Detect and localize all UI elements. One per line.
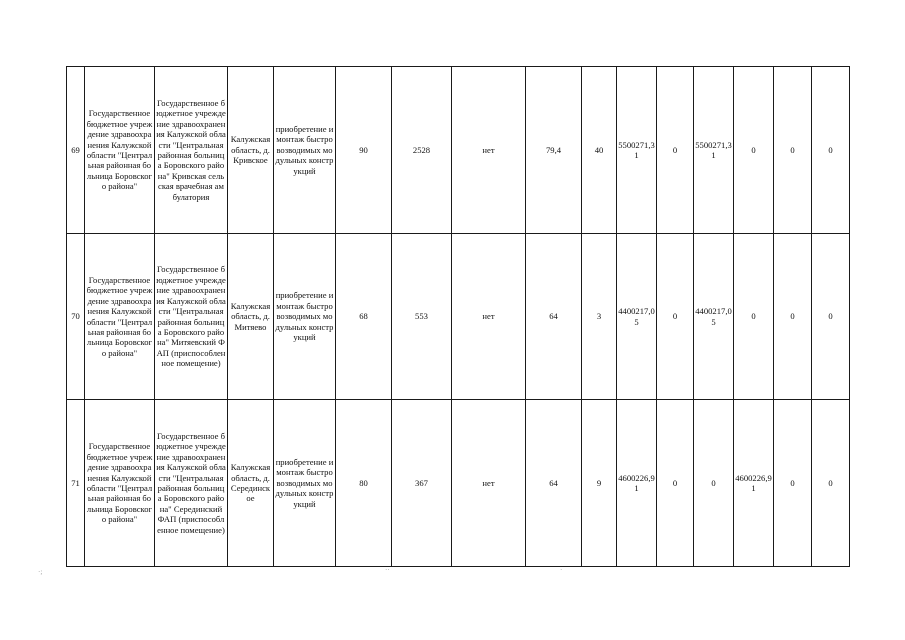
work-type-cell: приобретение и монтаж быстровозводимых модульных конструкций [274, 67, 336, 234]
value-cell: 367 [392, 400, 452, 567]
work-type-cell: приобретение и монтаж быстровозводимых модульных конструкций [274, 400, 336, 567]
amount-cell: 0 [694, 400, 734, 567]
location-cell: Калужская область, д. Митяево [228, 234, 274, 400]
table-row [67, 234, 850, 400]
value-cell: 80 [336, 400, 392, 567]
recipient-cell: Государственное бюджетное учреждение здравоохранения Калужской области "Центральная районная больница Боровского района" [85, 400, 155, 567]
table-row [67, 67, 850, 234]
location-cell: Калужская область, д. Кривское [228, 67, 274, 234]
value-cell: 553 [392, 234, 452, 400]
amount-cell: 0 [774, 67, 812, 234]
value-cell: 2528 [392, 67, 452, 234]
amount-cell: 5500271,31 [694, 67, 734, 234]
facility-cell: Государственное бюджетное учреждение здравоохранения Калужской области "Центральная районная больница Боровского района" Серединский ФАП (приспособленное помещение) [155, 400, 228, 567]
location-cell: Калужская область, д. Серединское [228, 400, 274, 567]
value-cell: 90 [336, 67, 392, 234]
value-cell: 3 [582, 234, 617, 400]
value-cell: 40 [582, 67, 617, 234]
amount-cell: 0 [657, 67, 694, 234]
amount-cell: 0 [657, 400, 694, 567]
amount-cell: 0 [812, 67, 850, 234]
row-number: 70 [67, 234, 85, 400]
value-cell: 64 [526, 234, 582, 400]
scan-speck: ·; [38, 568, 43, 576]
row-number: 71 [67, 400, 85, 567]
facility-cell: Государственное бюджетное учреждение здравоохранения Калужской области "Центральная районная больница Боровского района" Кривская сельская врачебная амбулатория [155, 67, 228, 234]
value-cell: нет [452, 67, 526, 234]
amount-cell: 0 [812, 400, 850, 567]
amount-cell: 4600226,91 [734, 400, 774, 567]
amount-cell: 0 [657, 234, 694, 400]
table-row [67, 400, 850, 567]
recipient-cell: Государственное бюджетное учреждение здравоохранения Калужской области "Центральная районная больница Боровского района" [85, 67, 155, 234]
value-cell: нет [452, 400, 526, 567]
facilities-table [66, 66, 850, 567]
value-cell: нет [452, 234, 526, 400]
row-number: 69 [67, 67, 85, 234]
recipient-cell: Государственное бюджетное учреждение здравоохранения Калужской области "Центральная районная больница Боровского района" [85, 234, 155, 400]
work-type-cell: приобретение и монтаж быстровозводимых модульных конструкций [274, 234, 336, 400]
amount-cell: 0 [734, 67, 774, 234]
amount-cell: 0 [734, 234, 774, 400]
scan-speck: ·· [385, 566, 390, 574]
amount-cell: 5500271,31 [617, 67, 657, 234]
value-cell: 9 [582, 400, 617, 567]
amount-cell: 0 [774, 234, 812, 400]
amount-cell: 0 [774, 400, 812, 567]
value-cell: 64 [526, 400, 582, 567]
amount-cell: 4600226,91 [617, 400, 657, 567]
scan-speck: · [560, 566, 563, 574]
value-cell: 79,4 [526, 67, 582, 234]
amount-cell: 4400217,05 [694, 234, 734, 400]
amount-cell: 0 [812, 234, 850, 400]
amount-cell: 4400217,05 [617, 234, 657, 400]
value-cell: 68 [336, 234, 392, 400]
facility-cell: Государственное бюджетное учреждение здравоохранения Калужской области "Центральная районная больница Боровского района" Митяевский ФАП (приспособленное помещение) [155, 234, 228, 400]
